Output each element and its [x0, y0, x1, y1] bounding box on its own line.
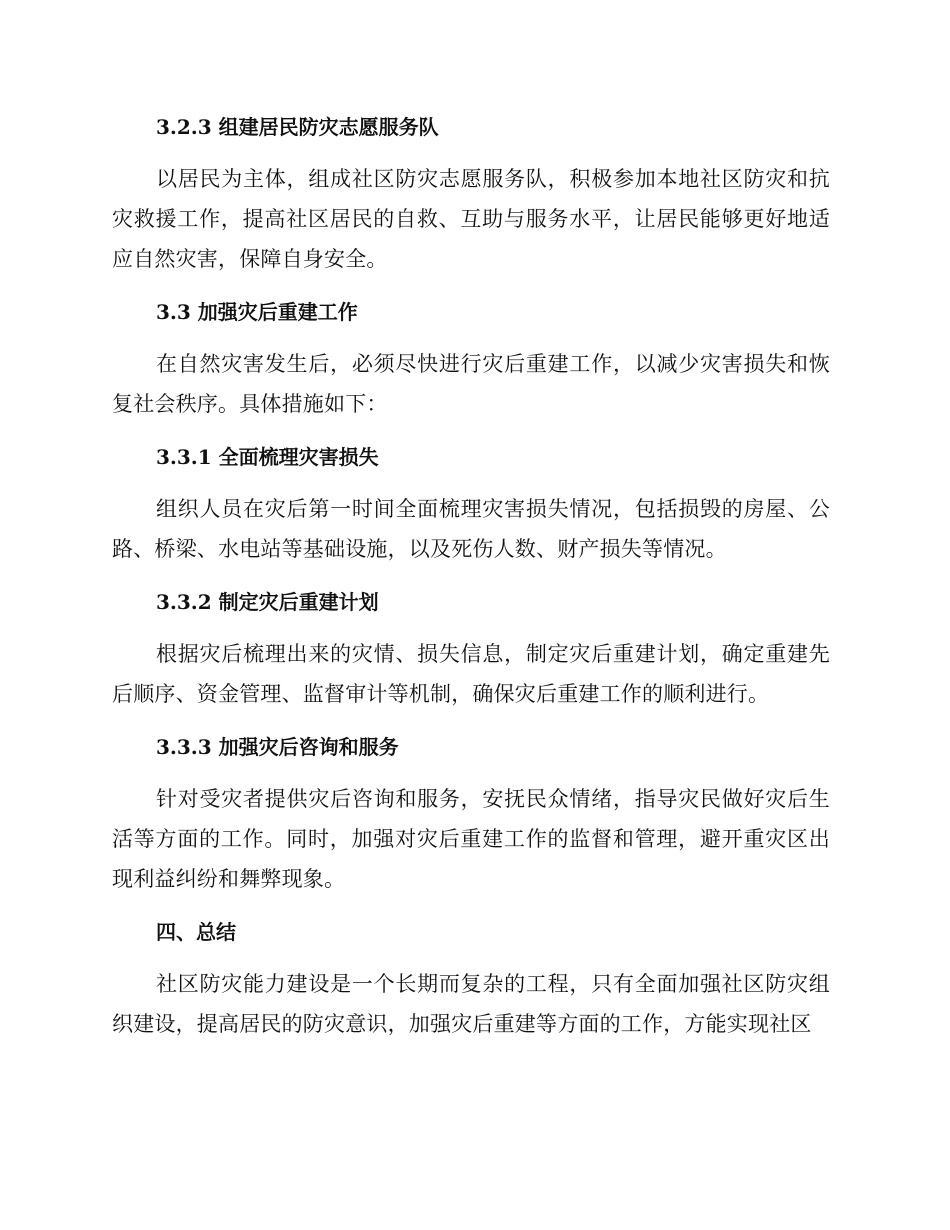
section-heading-3-3-3: 3.3.3 加强灾后咨询和服务: [156, 735, 399, 759]
section-body-summary: 社区防灾能力建设是一个长期而复杂的工程，只有全面加强社区防灾组织建设，提高居民的防灾意识，加强灾后重建等方面的工作，方能实现社区: [112, 972, 830, 1036]
section-heading-3-3-2: 3.3.2 制定灾后重建计划: [156, 590, 379, 614]
section-body-3-2-3: 以居民为主体，组成社区防灾志愿服务队，积极参加本地社区防灾和抗灾救援工作，提高社区居民的自救、互助与服务水平，让居民能够更好地适应自然灾害，保障自身安全。: [112, 167, 830, 271]
document-page: [112, 108, 830, 1044]
section-body-3-3: 在自然灾害发生后，必须尽快进行灾后重建工作，以减少灾害损失和恢复社会秩序。具体措施如下：: [112, 352, 830, 416]
section-heading-summary: 四、总结: [156, 920, 236, 944]
section-heading-3-3: 3.3 加强灾后重建工作: [156, 300, 358, 324]
section-heading-3-3-1: 3.3.1 全面梳理灾害损失: [156, 445, 379, 469]
section-body-3-3-2: 根据灾后梳理出来的灾情、损失信息，制定灾后重建计划，确定重建先后顺序、资金管理、监督审计等机制，确保灾后重建工作的顺利进行。: [112, 642, 830, 706]
section-body-3-3-3: 针对受灾者提供灾后咨询和服务，安抚民众情绪，指导灾民做好灾后生活等方面的工作。同时，加强对灾后重建工作的监督和管理，避开重灾区出现利益纠纷和舞弊现象。: [112, 787, 830, 891]
section-body-3-3-1: 组织人员在灾后第一时间全面梳理灾害损失情况，包括损毁的房屋、公路、桥梁、水电站等基础设施，以及死伤人数、财产损失等情况。: [112, 497, 830, 561]
section-heading-3-2-3: 3.2.3 组建居民防灾志愿服务队: [156, 115, 439, 139]
